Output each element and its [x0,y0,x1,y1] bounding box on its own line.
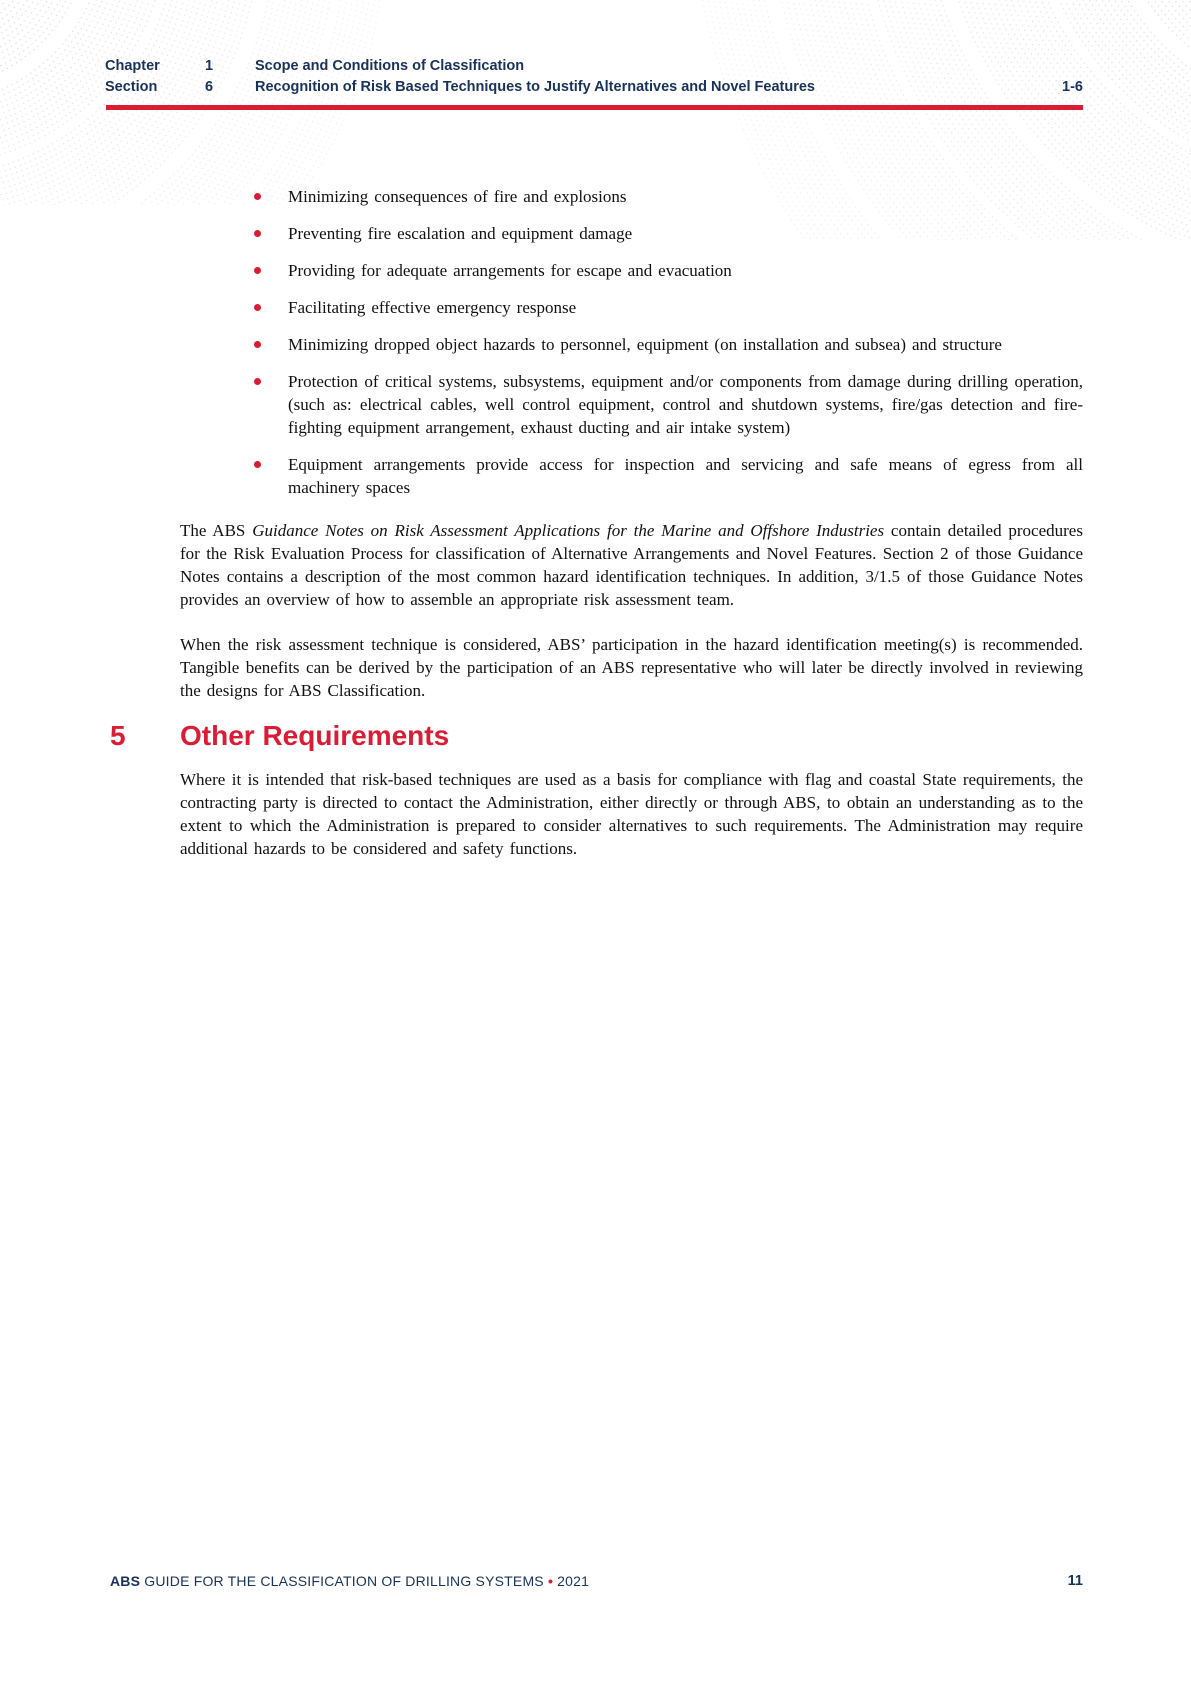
section-label: Section [105,79,158,95]
bullet-dot-icon [254,304,261,311]
paragraph-risk-assessment: When the risk assessment technique is considered, ABS’ participation in the hazard identification meeting(s) is recommended. Tangible benefits can be derived by the participation of an ABS representative who will later be directly involved in reviewing the designs for ABS Classification. [180,635,1083,700]
corner-dot-wave-left [0,0,430,205]
footer-year: 2021 [557,1573,590,1589]
section-number: 5 [110,720,126,751]
bullet-item [180,453,1083,499]
bullet-text: Preventing fire escalation and equipment damage [288,224,633,243]
bullet-dot-icon [254,341,261,348]
header-chapter-row [105,56,885,77]
header-page-ref: 1-6 [1062,79,1083,95]
footer-separator-dot: • [547,1573,554,1589]
section-number-header: 6 [205,79,214,95]
footer-brand: ABS [110,1573,141,1589]
chapter-title: Scope and Conditions of Classification [255,58,525,74]
bullet-text: Facilitating effective emergency response [288,298,577,317]
bullet-text: Minimizing dropped object hazards to personnel, equipment (on installation and subsea) and structure [288,335,1002,354]
bullet-item [180,370,1083,439]
footer-title: GUIDE FOR THE CLASSIFICATION OF DRILLING SYSTEMS [144,1573,544,1589]
bullet-item [180,222,1083,245]
bullet-item [180,296,1083,319]
chapter-label: Chapter [105,58,160,74]
section-heading [110,721,1083,751]
bullet-text: Equipment arrangements provide access for inspection and servicing and safe means of egress from all machinery spaces [288,455,1083,497]
paragraph-other-requirements: Where it is intended that risk-based techniques are used as a basis for compliance with flag and coastal State requirements, the contracting party is directed to contact the Administration, either directly or through ABS, to obtain an understanding as to the extent to which the Administration is prepared to consider alternatives to such requirements. The Administration may require additional hazards to be considered and safety functions. [180,770,1083,858]
bullet-text: Protection of critical systems, subsystems, equipment and/or components from damage during drilling operation, (such as: electrical cables, well control equipment, control and shutdown systems, fire/gas detection and fire-fighting equipment arrangement, exhaust ducting and air intake system) [288,372,1083,437]
bullet-text: Providing for adequate arrangements for escape and evacuation [288,261,732,280]
bullet-dot-icon [254,267,261,274]
bullet-item [180,259,1083,282]
chapter-number: 1 [205,58,214,74]
section-title: Other Requirements [180,720,450,751]
bullet-text: Minimizing consequences of fire and explosions [288,187,627,206]
bullet-dot-icon [254,378,261,385]
bullet-item [180,333,1083,356]
header-rule [106,105,1083,110]
page-header [105,56,885,98]
bullet-item [180,185,1083,208]
bullet-dot-icon [254,230,261,237]
bullet-dot-icon [254,461,261,468]
paragraph-guidance-notes [180,519,1083,611]
header-section-row [105,77,885,98]
paragraph-text: contain detailed procedures for the Risk Evaluation Process for classification of Alternative Arrangements and Novel Features. Section 2 of those Guidance Notes contains a description of the most common hazard identification techniques. In addition, 3/1.5 of those Guidance Notes provides an overview of how to assemble an appropriate risk assessment team. [180,521,1083,609]
guidance-notes-title-italic: Guidance Notes on Risk Assessment Applications for the Marine and Offshore Industries [252,521,885,540]
page-number: 11 [1067,1573,1083,1589]
content [110,185,1083,860]
bullet-dot-icon [254,193,261,200]
bullet-list [180,185,1083,499]
paragraph-text: The ABS [180,521,253,540]
page-footer [110,1572,589,1590]
section-title-header: Recognition of Risk Based Techniques to Justify Alternatives and Novel Features [255,79,815,95]
